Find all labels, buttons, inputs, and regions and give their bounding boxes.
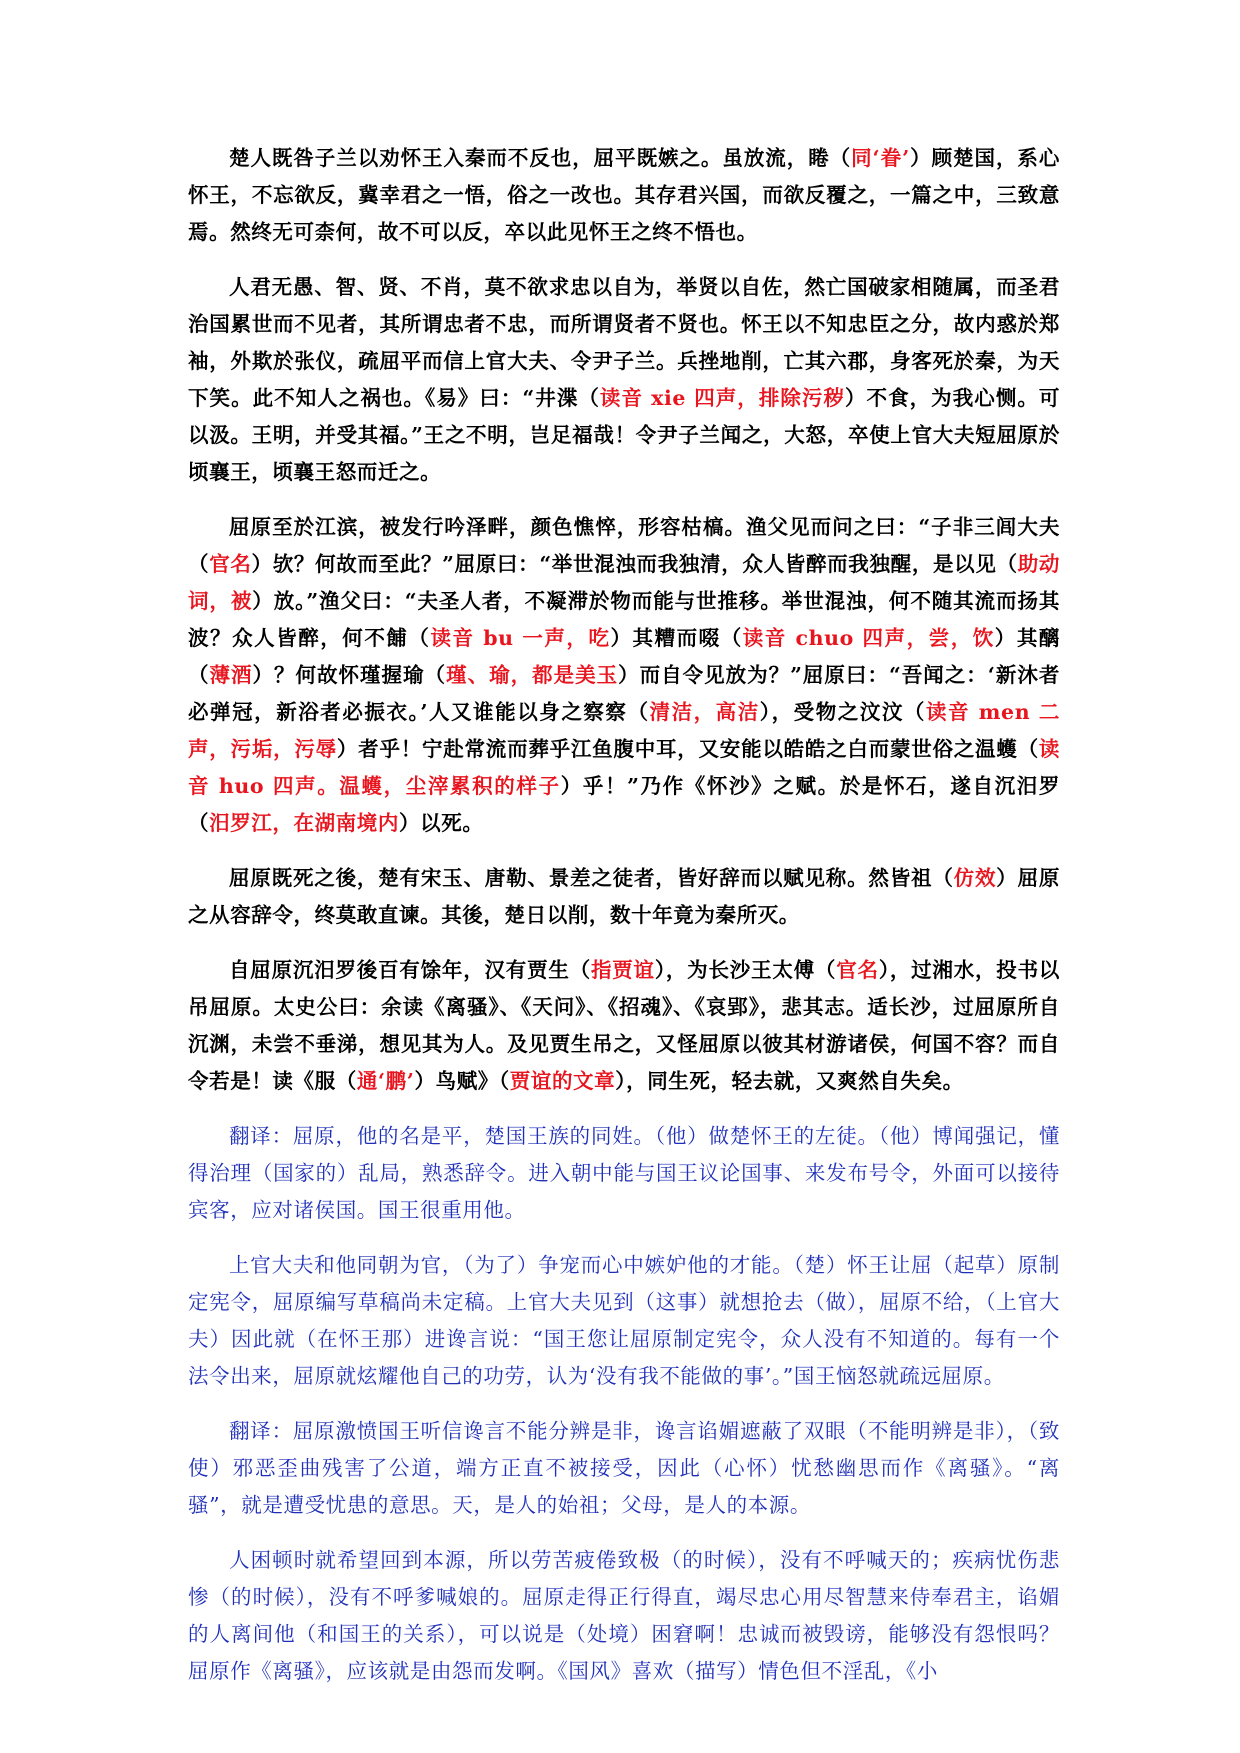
annotation-note: 读音 xie 四声，排除污秽 [599, 386, 846, 410]
translation-paragraph [188, 1118, 1060, 1229]
text-segment: ）？何故怀瑾握瑜（ [252, 663, 447, 687]
text-segment: ）乎！”乃作《怀沙》之赋。於是怀石，遂自沉汨罗（ [188, 774, 1061, 835]
original-text-paragraph [188, 509, 1060, 842]
annotation-note: 贾谊的文章 [509, 1069, 616, 1093]
annotation-note: 读音 men 二声，污垢，污辱 [188, 700, 1060, 761]
annotation-note: 薄酒 [209, 663, 253, 687]
annotation-note: 仿效 [953, 866, 997, 890]
original-text-paragraph [188, 269, 1060, 491]
annotation-note: 同‘眷’ [851, 146, 910, 170]
document-page [188, 140, 1060, 1708]
text-segment: ），同生死，轻去就，又爽然自失矣。 [615, 1069, 964, 1093]
text-segment: ）放。”渔父曰：“夫圣人者，不凝滞於物而能与世推移。举世混浊，何不随其流而扬其波？众人皆醉，何不餔（ [188, 589, 1060, 650]
text-segment: ）其醨（ [188, 626, 1060, 687]
text-segment: ）以死。 [399, 811, 484, 835]
text-segment: 屈原既死之後，楚有宋玉、唐勒、景差之徒者，皆好辞而以赋见称。然皆祖（ [229, 866, 954, 890]
annotation-note: 汨罗江，在湖南境内 [209, 811, 400, 835]
text-segment: 人君无愚、智、贤、不肖，莫不欲求忠以自为，举贤以自佐，然亡国破家相随属，而圣君治国累世而不见者，其所谓忠者不忠，而所谓贤者不贤也。怀王以不知忠臣之分，故内惑於郑袖，外欺於张仪，疏屈平而信上官大夫、令尹子兰。兵挫地削，亡其六郡，身客死於秦，为天下笑。此不知人之祸也。《易》曰：“井渫（ [188, 275, 1060, 410]
text-segment: 翻译：屈原激愤国王听信谗言不能分辨是非，谗言谄媚遮蔽了双眼（不能明辨是非），（致使）邪恶歪曲残害了公道，端方正直不被接受，因此（心怀）忧愁幽思而作《离骚》。“离骚”，就是遭受忧患的意思。天，是人的始祖；父母，是人的本源。 [188, 1419, 1060, 1517]
text-segment: ）鸟赋》（ [414, 1069, 510, 1093]
annotation-note: 读音 huo 四声。温蠖，尘滓累积的样子 [188, 737, 1060, 798]
translation-paragraph [188, 1413, 1060, 1524]
original-text-paragraph [188, 952, 1060, 1100]
text-segment: ）欤？何故而至此？”屈原曰：“举世混浊而我独清，众人皆醉而我独醒，是以见（ [251, 552, 1018, 576]
annotation-note: 读音 chuo 四声，尝，饮 [742, 626, 995, 650]
text-segment: 上官大夫和他同朝为官，（为了）争宠而心中嫉妒他的才能。（楚）怀王让屈（起草）原制定宪令，屈原编写草稿尚未定稿。上官大夫见到（这事）就想抢去（做），屈原不给，（上官大夫）因此就（在怀王那）进谗言说：“国王您让屈原制定宪令，众人没有不知道的。每有一个法令出来，屈原就炫耀他自己的功劳，认为‘没有我不能做的事’。”国王恼怒就疏远屈原。 [188, 1253, 1060, 1388]
text-segment: ），过湘水，投书以吊屈原。太史公曰：余读《离骚》、《天问》、《招魂》、《哀郢》，悲其志。适长沙，过屈原所自沉渊，未尝不垂涕，想见其为人。及见贾生吊之，又怪屈原以彼其材游诸侯，何国不容？而自令若是！读《服（ [188, 958, 1060, 1093]
annotation-note: 瑾、瑜，都是美玉 [446, 663, 619, 687]
annotation-note: 指贾谊 [590, 958, 655, 982]
text-segment: ）屈原之从容辞令，终莫敢直谏。其後，楚日以削，数十年竟为秦所灭。 [188, 866, 1060, 927]
text-segment: ），受物之汶汶（ [759, 700, 926, 724]
original-text-paragraph [188, 140, 1060, 251]
text-segment: ）者乎！宁赴常流而葬乎江鱼腹中耳，又安能以皓皓之白而蒙世俗之温蠖（ [336, 737, 1039, 761]
text-segment: ）顾楚国，系心怀王，不忘欲反，冀幸君之一悟，俗之一改也。其存君兴国，而欲反覆之，一篇之中，三致意焉。然终无可柰何，故不可以反，卒以此见怀王之终不悟也。 [188, 146, 1060, 244]
text-segment: 屈原至於江滨，被发行吟泽畔，颜色憔悴，形容枯槁。渔父见而问之曰：“子非三闾大夫（ [188, 515, 1060, 576]
annotation-note: 清洁，高洁 [649, 700, 760, 724]
annotation-note: 助动词，被 [188, 552, 1060, 613]
text-segment: 自屈原沉汨罗後百有馀年，汉有贾生（ [229, 958, 591, 982]
text-segment: 人困顿时就希望回到本源，所以劳苦疲倦致极（的时候），没有不呼喊天的；疾病忧伤悲惨（的时候），没有不呼爹喊娘的。屈原走得正行得直，竭尽忠心用尽智慧来侍奉君主，谄媚的人离间他（和国王的关系），可以说是（处境）困窘啊！忠诚而被毁谤，能够没有怨恨吗？屈原作《离骚》，应该就是由怨而发啊。《国风》喜欢（描写）情色但不淫乱，《小 [188, 1548, 1060, 1683]
text-segment: ）不食，为我心恻。可以汲。王明，并受其福。”王之不明，岂足福哉！令尹子兰闻之，大怒，卒使上官大夫短屈原於顷襄王，顷襄王怒而迁之。 [188, 386, 1061, 484]
translation-paragraph [188, 1542, 1060, 1690]
text-segment: ），为长沙王太傅（ [654, 958, 837, 982]
original-text-paragraph [188, 860, 1060, 934]
translation-paragraph [188, 1247, 1060, 1395]
annotation-note: 官名 [209, 552, 252, 576]
text-segment: ）其糟而啜（ [610, 626, 743, 650]
annotation-note: 官名 [836, 958, 879, 982]
text-segment: 楚人既咎子兰以劝怀王入秦而不反也，屈平既嫉之。虽放流，睠（ [229, 146, 852, 170]
text-segment: ）而自令见放为？”屈原曰：“吾闻之：‘新沐者必弹冠，新浴者必振衣。’人又谁能以身之察察（ [188, 663, 1061, 724]
annotation-note: 通‘鹏’ [356, 1069, 415, 1093]
text-segment: 翻译：屈原，他的名是平，楚国王族的同姓。（他）做楚怀王的左徒。（他）博闻强记，懂得治理（国家的）乱局，熟悉辞令。进入朝中能与国王议论国事、来发布号令，外面可以接待宾客，应对诸侯国。国王很重用他。 [188, 1124, 1060, 1222]
annotation-note: 读音 bu 一声，吃 [430, 626, 611, 650]
